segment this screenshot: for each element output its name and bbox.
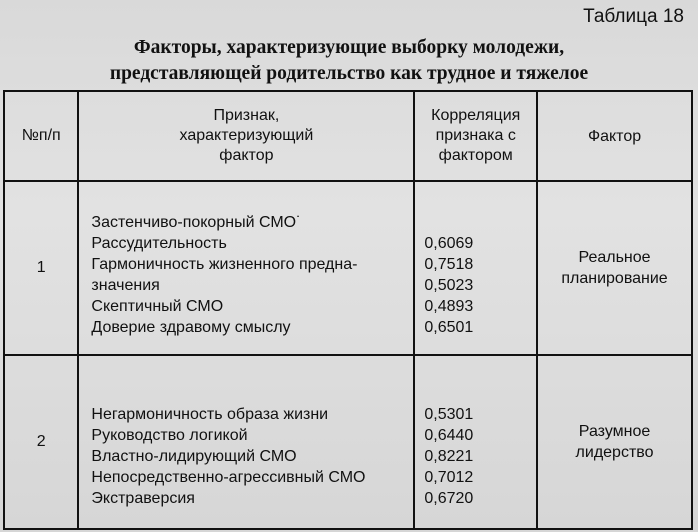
- table-caption-line-1: Факторы, характеризующие выборку молодежи,: [133, 37, 565, 58]
- correlation-value: 0,6720: [424, 489, 474, 507]
- feature-item: Рассудительность: [91, 235, 227, 252]
- row-features: [78, 181, 414, 355]
- feature-item: Властно-лидирующий СМО: [91, 447, 297, 465]
- row-factor: [537, 355, 692, 529]
- correlation-value: 0,6501: [424, 319, 474, 336]
- header-correlation: [414, 91, 537, 181]
- feature-item: Руководство логикой: [91, 426, 248, 444]
- correlation-value: 0,8221: [424, 447, 474, 465]
- factors-table: [3, 90, 693, 530]
- table-caption-line-2: представляющей родительство как трудное и тяжелое: [109, 63, 589, 84]
- row-num: 1: [4, 181, 78, 355]
- row-factor-text: Разумное лидерство: [575, 423, 654, 461]
- feature-item: Негармоничность образа жизни: [91, 405, 329, 423]
- table-number: Таблица 18: [583, 6, 684, 27]
- header-row: [4, 91, 692, 181]
- table-row: [4, 355, 692, 529]
- feature-item: Скептичный СМО: [91, 298, 224, 315]
- feature-item: Гармоничность жизненного предна-: [91, 256, 358, 273]
- feature-item: Экстраверсия: [91, 489, 195, 507]
- row-features: [78, 355, 414, 529]
- header-feature-text: Признак, характеризующий фактор: [179, 107, 314, 164]
- correlation-value: 0,5023: [424, 277, 474, 294]
- table-row: [4, 181, 692, 355]
- correlation-value: 0,6069: [424, 235, 474, 252]
- feature-item: Доверие здравому смыслу: [91, 319, 291, 336]
- row-correlations: [414, 181, 537, 355]
- header-correlation-text: Корреляция признака с фактором: [431, 107, 521, 164]
- header-feature: [78, 91, 414, 181]
- feature-item: Непосредственно-агрессивный СМО: [91, 468, 366, 486]
- header-num: №п/п: [4, 91, 78, 181]
- row-correlations: [414, 355, 537, 529]
- row-factor-text: Реальное планирование: [561, 249, 668, 287]
- row-num: 2: [4, 355, 78, 529]
- correlation-value: 0,4893: [424, 298, 474, 315]
- correlation-value: 0,6440: [424, 426, 474, 444]
- row-factor: [537, 181, 692, 355]
- feature-item: значения: [91, 277, 160, 294]
- header-factor: Фактор: [537, 91, 692, 181]
- correlation-value: 0,5301: [424, 405, 474, 423]
- correlation-value: 0,7518: [424, 256, 474, 273]
- feature-item: Застенчиво-покорный СМО˙: [91, 214, 302, 231]
- correlation-value: 0,7012: [424, 468, 474, 486]
